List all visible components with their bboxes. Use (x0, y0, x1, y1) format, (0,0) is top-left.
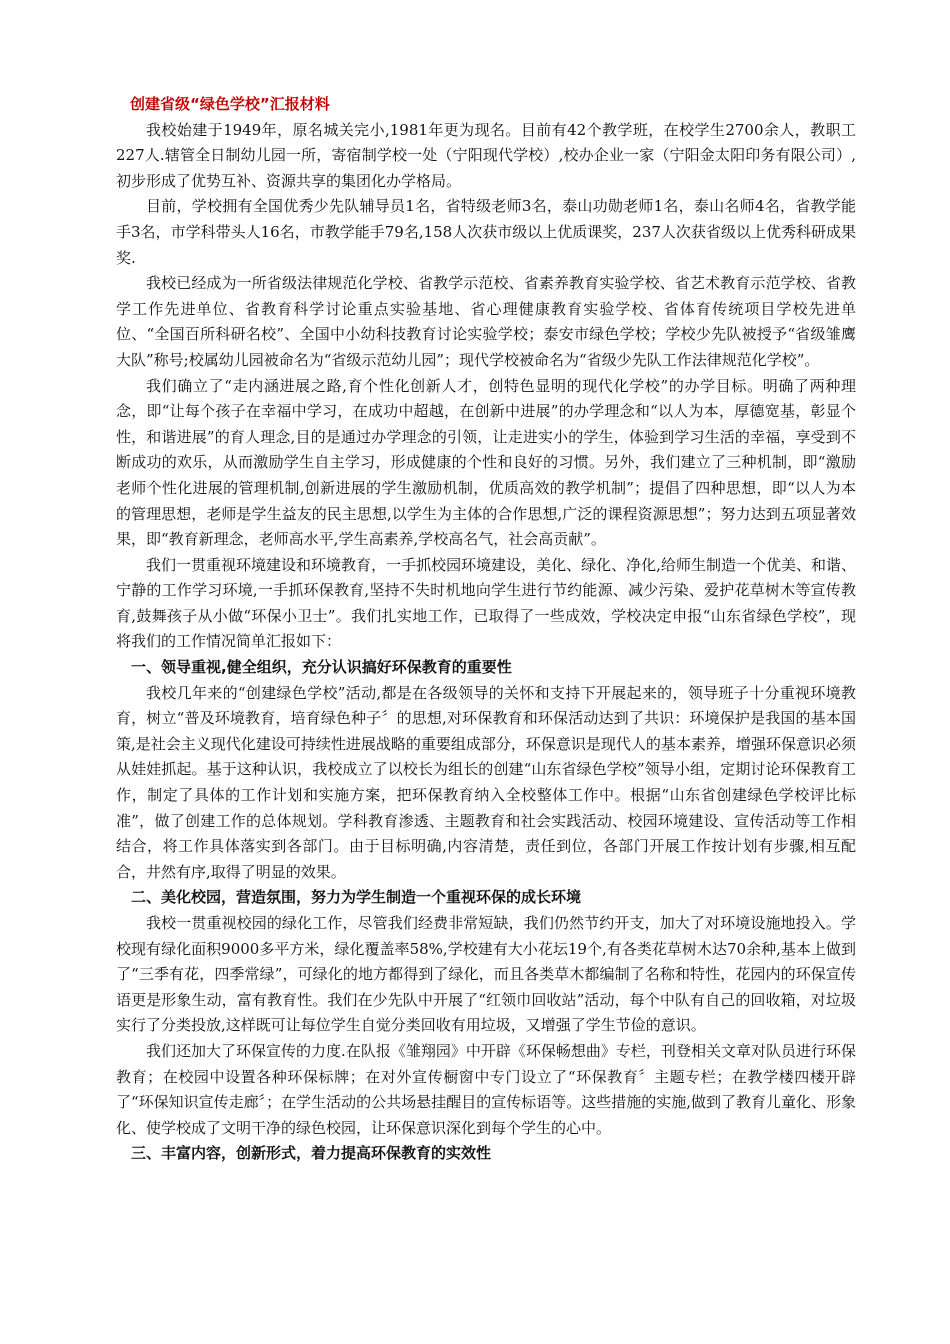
intro-paragraph-4: 我们确立了“走内涵进展之路,育个性化创新人才，创特色显明的现代化学校”的办学目标。明确了两种理念，即“让每个孩子在幸福中学习，在成功中超越，在创新中进展”的办学理念和“以人为本，厚德宽基，彰显个性，和谐进展”的育人理念,目的是通过办学理念的引领，让走进实小的学生，体验到学习生活的幸福，享受到不断成功的欢乐，从而激励学生自主学习，形成健康的个性和良好的习惯。另外，我们建立了三种机制，即“激励老师个性化进展的管理机制,创新进展的学生激励机制，优质高效的教学机制”；提倡了四种思想，即“以人为本的管理思想，老师是学生益友的民主思想,以学生为主体的合作思想,广泛的课程资源思想”；努力达到五项显著效果，即“教育新理念，老师高水平,学生高素养,学校高名气，社会高贡献”。 (116, 376, 856, 549)
intro-paragraph-1: 我校始建于1949年，原名城关完小,1981年更为现名。目前有42个教学班，在校学生2700余人，教职工227人.辖管全日制幼儿园一所，寄宿制学校一处（宁阳现代学校）,校办企业一家（宁阳金太阳印务有限公司）,初步形成了优势互补、资源共享的集团化办学格局。 (116, 120, 856, 190)
intro-paragraph-2: 目前，学校拥有全国优秀少先队辅导员1名，省特级老师3名，泰山功勋老师1名，泰山名师4名，省教学能手3名，市学科带头人16名，市教学能手79名,158人次获市级以上优质课奖，237人次获省级以上优秀科研成果奖. (116, 197, 856, 267)
intro-paragraph-5: 我们一贯重视环境建设和环境教育，一手抓校园环境建设，美化、绿化、净化,给师生制造一个优美、和谐、宁静的工作学习环境,一手抓环保教育,坚持不失时机地向学生进行节约能源、减少污染、爱护花草树木等宣传教育,鼓舞孩子从小做“环保小卫士”。我们扎实地工作，已取得了一些成效，学校决定申报“山东省绿色学校”，现将我们的工作情况简单汇报如下： (116, 555, 856, 651)
document-body (116, 92, 856, 1167)
section-heading-2: 二、美化校园，营造氛围，努力为学生制造一个重视环保的成长环境 (131, 888, 582, 907)
section1-paragraph-1: 我校几年来的“创建绿色学校”活动,都是在各级领导的关怀和支持下开展起来的，领导班子十分重视环境教育，树立“普及环境教育，培育绿色种子〞的思想,对环保教育和环保活动达到了共识：环境保护是我国的基本国策,是社会主义现代化建设可持续性进展战略的重要组成部分，环保意识是现代人的基本素养，增强环保意识必须从娃娃抓起。基于这种认识，我校成立了以校长为组长的创建“山东省绿色学校”领导小组，定期讨论环保教育工作，制定了具体的工作计划和实施方案，把环保教育纳入全校整体工作中。根据“山东省创建绿色学校评比标准”，做了创建工作的总体规划。学科教育渗透、主题教育和社会实践活动、校园环境建设、宣传活动等工作相结合，将工作具体落实到各部门。由于目标明确,内容清楚，责任到位，各部门开展工作按计划有步骤,相互配合，井然有序,取得了明显的效果。 (116, 683, 856, 881)
section2-paragraph-2: 我们还加大了环保宣传的力度.在队报《雏翔园》中开辟《环保畅想曲》专栏，刊登相关文章对队员进行环保教育；在校园中设置各种环保标牌；在对外宣传橱窗中专门设立了“环保教育〞主题专栏；在教学楼四楼开辟了“环保知识宣传走廊〞；在学生活动的公共场悬挂醒目的宣传标语等。这些措施的实施,做到了教育儿童化、形象化、使学校成了文明干净的绿色校园，让环保意识深化到每个学生的心中。 (116, 1041, 856, 1137)
document-title: 创建省级“绿色学校”汇报材料 (130, 95, 330, 113)
intro-paragraph-3: 我校已经成为一所省级法律规范化学校、省教学示范校、省素养教育实验学校、省艺术教育示范学校、省教学工作先进单位、省教育科学讨论重点实验基地、省心理健康教育实验学校、省体育传统项目学校先进单位、“全国百所科研名校”、全国中小幼科技教育讨论实验学校；泰安市绿色学校；学校少先队被授予“省级雏鹰大队”称号;校属幼儿园被命名为“省级示范幼儿园”；现代学校被命名为“省级少先队工作法律规范化学校”。 (116, 274, 856, 369)
section2-paragraph-1: 我校一贯重视校园的绿化工作，尽管我们经费非常短缺，我们仍然节约开支，加大了对环境设施地投入。学校现有绿化面积9000多平方米，绿化覆盖率58%,学校建有大小花坛19个,有各类花草树木达70余种,基本上做到了“三季有花，四季常绿”，可绿化的地方都得到了绿化，而且各类草木都编制了名称和特性，花园内的环保宣传语更是形象生动，富有教育性。我们在少先队中开展了“红领巾回收站”活动，每个中队有自己的回收箱，对垃圾实行了分类投放,这样既可让每位学生自觉分类回收有用垃圾，又增强了学生节俭的意识。 (116, 914, 856, 1035)
section-heading-1: 一、领导重视,健全组织，充分认识搞好环保教育的重要性 (131, 658, 512, 677)
section-heading-3: 三、丰富内容，创新形式，着力提高环保教育的实效性 (131, 1144, 492, 1163)
